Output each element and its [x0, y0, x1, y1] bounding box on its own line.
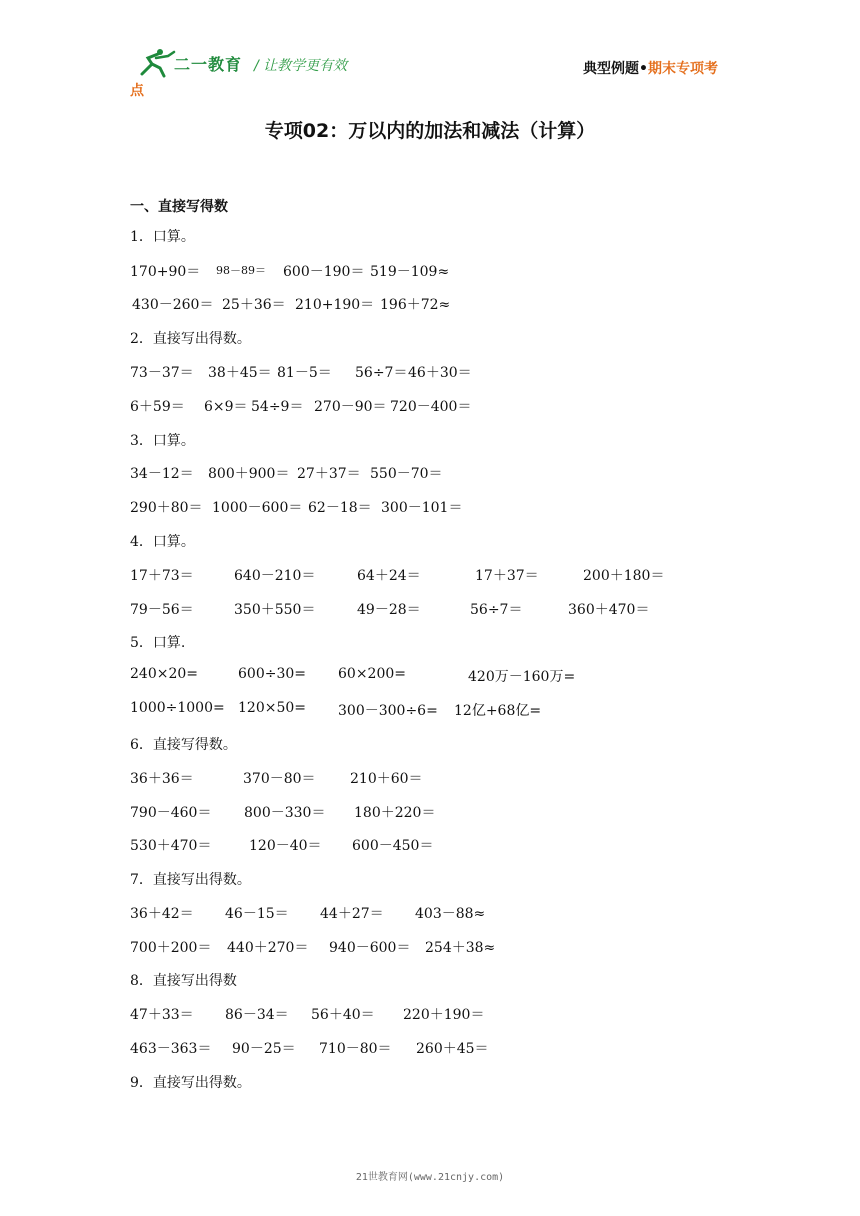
problem: 44＋27＝ — [320, 906, 384, 922]
problem: 25＋36＝ — [222, 297, 286, 313]
problem: 360＋470＝ — [568, 602, 650, 618]
problem: 196＋72≈ — [380, 297, 451, 313]
problem: 940－600＝ — [329, 940, 411, 956]
problem-row — [130, 835, 730, 855]
problem: 270－90＝ — [314, 399, 387, 415]
header-category-prefix: 典型例题• — [583, 61, 648, 77]
problem-row — [130, 1038, 730, 1058]
problem: 260＋45＝ — [416, 1041, 489, 1057]
problem: 440＋270＝ — [227, 940, 309, 956]
problem: 1000÷1000= — [130, 700, 225, 716]
problem: 6×9＝ — [204, 399, 248, 415]
problem: 600－450＝ — [352, 838, 434, 854]
problem: 56÷7＝ — [355, 365, 408, 381]
problem: 420万－160万= — [468, 669, 576, 685]
question-label: 8．直接写出得数 — [130, 973, 237, 989]
problem: 1000－600＝ — [212, 500, 303, 516]
problem: 6＋59＝ — [130, 399, 185, 415]
problem: 56÷7＝ — [470, 602, 523, 618]
header-category-main: 期末专项考 — [648, 61, 718, 77]
slogan: / 让教学更有效 — [254, 58, 348, 74]
logo — [138, 48, 378, 80]
problem: 550－70＝ — [370, 466, 443, 482]
problem: 27＋37＝ — [297, 466, 361, 482]
problem-row — [130, 294, 730, 314]
page-header — [0, 0, 860, 110]
problem: 86－34＝ — [225, 1007, 289, 1023]
problem-row — [130, 599, 730, 619]
problem: 463－363＝ — [130, 1041, 212, 1057]
problem-row — [130, 362, 730, 382]
problem: 120－40＝ — [249, 838, 322, 854]
page-footer: 21世教育网(www.21cnjy.com) — [355, 1172, 505, 1183]
page-title: 专项02：万以内的加法和减法（计算） — [264, 120, 596, 142]
problem: 220＋190＝ — [403, 1007, 485, 1023]
problem-row — [130, 396, 730, 416]
problem: 710－80＝ — [319, 1041, 392, 1057]
problem: 800＋900＝ — [208, 466, 290, 482]
problem: 800－330＝ — [244, 805, 326, 821]
problem-row — [130, 802, 730, 822]
problem: 720－400＝ — [390, 399, 472, 415]
problem: 56＋40＝ — [311, 1007, 375, 1023]
question-label: 1．口算。 — [130, 229, 195, 245]
problem: 300－300÷6= — [338, 703, 438, 719]
problem: 640－210＝ — [234, 568, 316, 584]
section-title: 一、直接写得数 — [130, 199, 228, 215]
problem: 79－56＝ — [130, 602, 194, 618]
problem: 600－190＝ — [283, 264, 365, 280]
problem: 12亿+68亿= — [454, 703, 542, 719]
question-label: 7．直接写出得数。 — [130, 872, 251, 888]
problem-row — [130, 565, 730, 585]
question-label: 2．直接写出得数。 — [130, 331, 251, 347]
problem: 54÷9＝ — [251, 399, 304, 415]
problem: 170+90＝ — [130, 264, 201, 280]
problem: 180＋220＝ — [354, 805, 436, 821]
problem: 300－101＝ — [381, 500, 463, 516]
runner-logo-icon — [138, 48, 176, 78]
question-label: 5．口算. — [130, 635, 186, 651]
problem-row — [130, 768, 730, 788]
question-label: 3．口算。 — [130, 433, 195, 449]
problem: 17＋73＝ — [130, 568, 194, 584]
problem: 17＋37＝ — [475, 568, 539, 584]
problem: 36＋36＝ — [130, 771, 194, 787]
problem: 700＋200＝ — [130, 940, 212, 956]
problem: 600÷30= — [238, 666, 306, 682]
problem-row — [130, 666, 730, 686]
problem: 210+190＝ — [295, 297, 375, 313]
problem: 62－18＝ — [308, 500, 372, 516]
problem: 240×20= — [130, 666, 198, 682]
problem-row — [130, 497, 730, 517]
problem: 403－88≈ — [415, 906, 486, 922]
problem: 90－25＝ — [232, 1041, 296, 1057]
problem: 370－80＝ — [243, 771, 316, 787]
problem: 290＋80＝ — [130, 500, 203, 516]
problem-row — [130, 261, 730, 281]
problem: 530＋470＝ — [130, 838, 212, 854]
question-label: 4．口算。 — [130, 534, 195, 550]
problem: 430－260＝ — [132, 297, 214, 313]
problem: 49－28＝ — [357, 602, 421, 618]
problem: 790－460＝ — [130, 805, 212, 821]
problem-row — [130, 1004, 730, 1024]
problem: 519－109≈ — [370, 264, 450, 280]
problem-row — [130, 463, 730, 483]
problem: 200＋180＝ — [583, 568, 665, 584]
problem-row — [130, 903, 730, 923]
problem: 36＋42＝ — [130, 906, 194, 922]
question-label: 9．直接写出得数。 — [130, 1075, 251, 1091]
problem: 34－12＝ — [130, 466, 194, 482]
problem: 46－15＝ — [225, 906, 289, 922]
problem: 73－37＝ — [130, 365, 194, 381]
problem: 47＋33＝ — [130, 1007, 194, 1023]
problem: 120×50= — [238, 700, 306, 716]
problem: 81－5＝ — [277, 365, 332, 381]
header-category-wrap: 点 — [130, 83, 144, 99]
problem: 64＋24＝ — [357, 568, 421, 584]
problem: 98－89＝ — [216, 264, 266, 277]
problem: 38＋45＝ — [208, 365, 272, 381]
logo-text: 二一教育 — [174, 55, 243, 74]
problem-row — [130, 937, 730, 957]
problem: 254＋38≈ — [425, 940, 496, 956]
problem: 60×200= — [338, 666, 406, 682]
question-label: 6．直接写得数。 — [130, 737, 237, 753]
problem: 350＋550＝ — [234, 602, 316, 618]
problem: 46＋30＝ — [408, 365, 472, 381]
problem-row — [130, 700, 730, 720]
header-category — [583, 58, 718, 78]
problem: 210＋60＝ — [350, 771, 423, 787]
